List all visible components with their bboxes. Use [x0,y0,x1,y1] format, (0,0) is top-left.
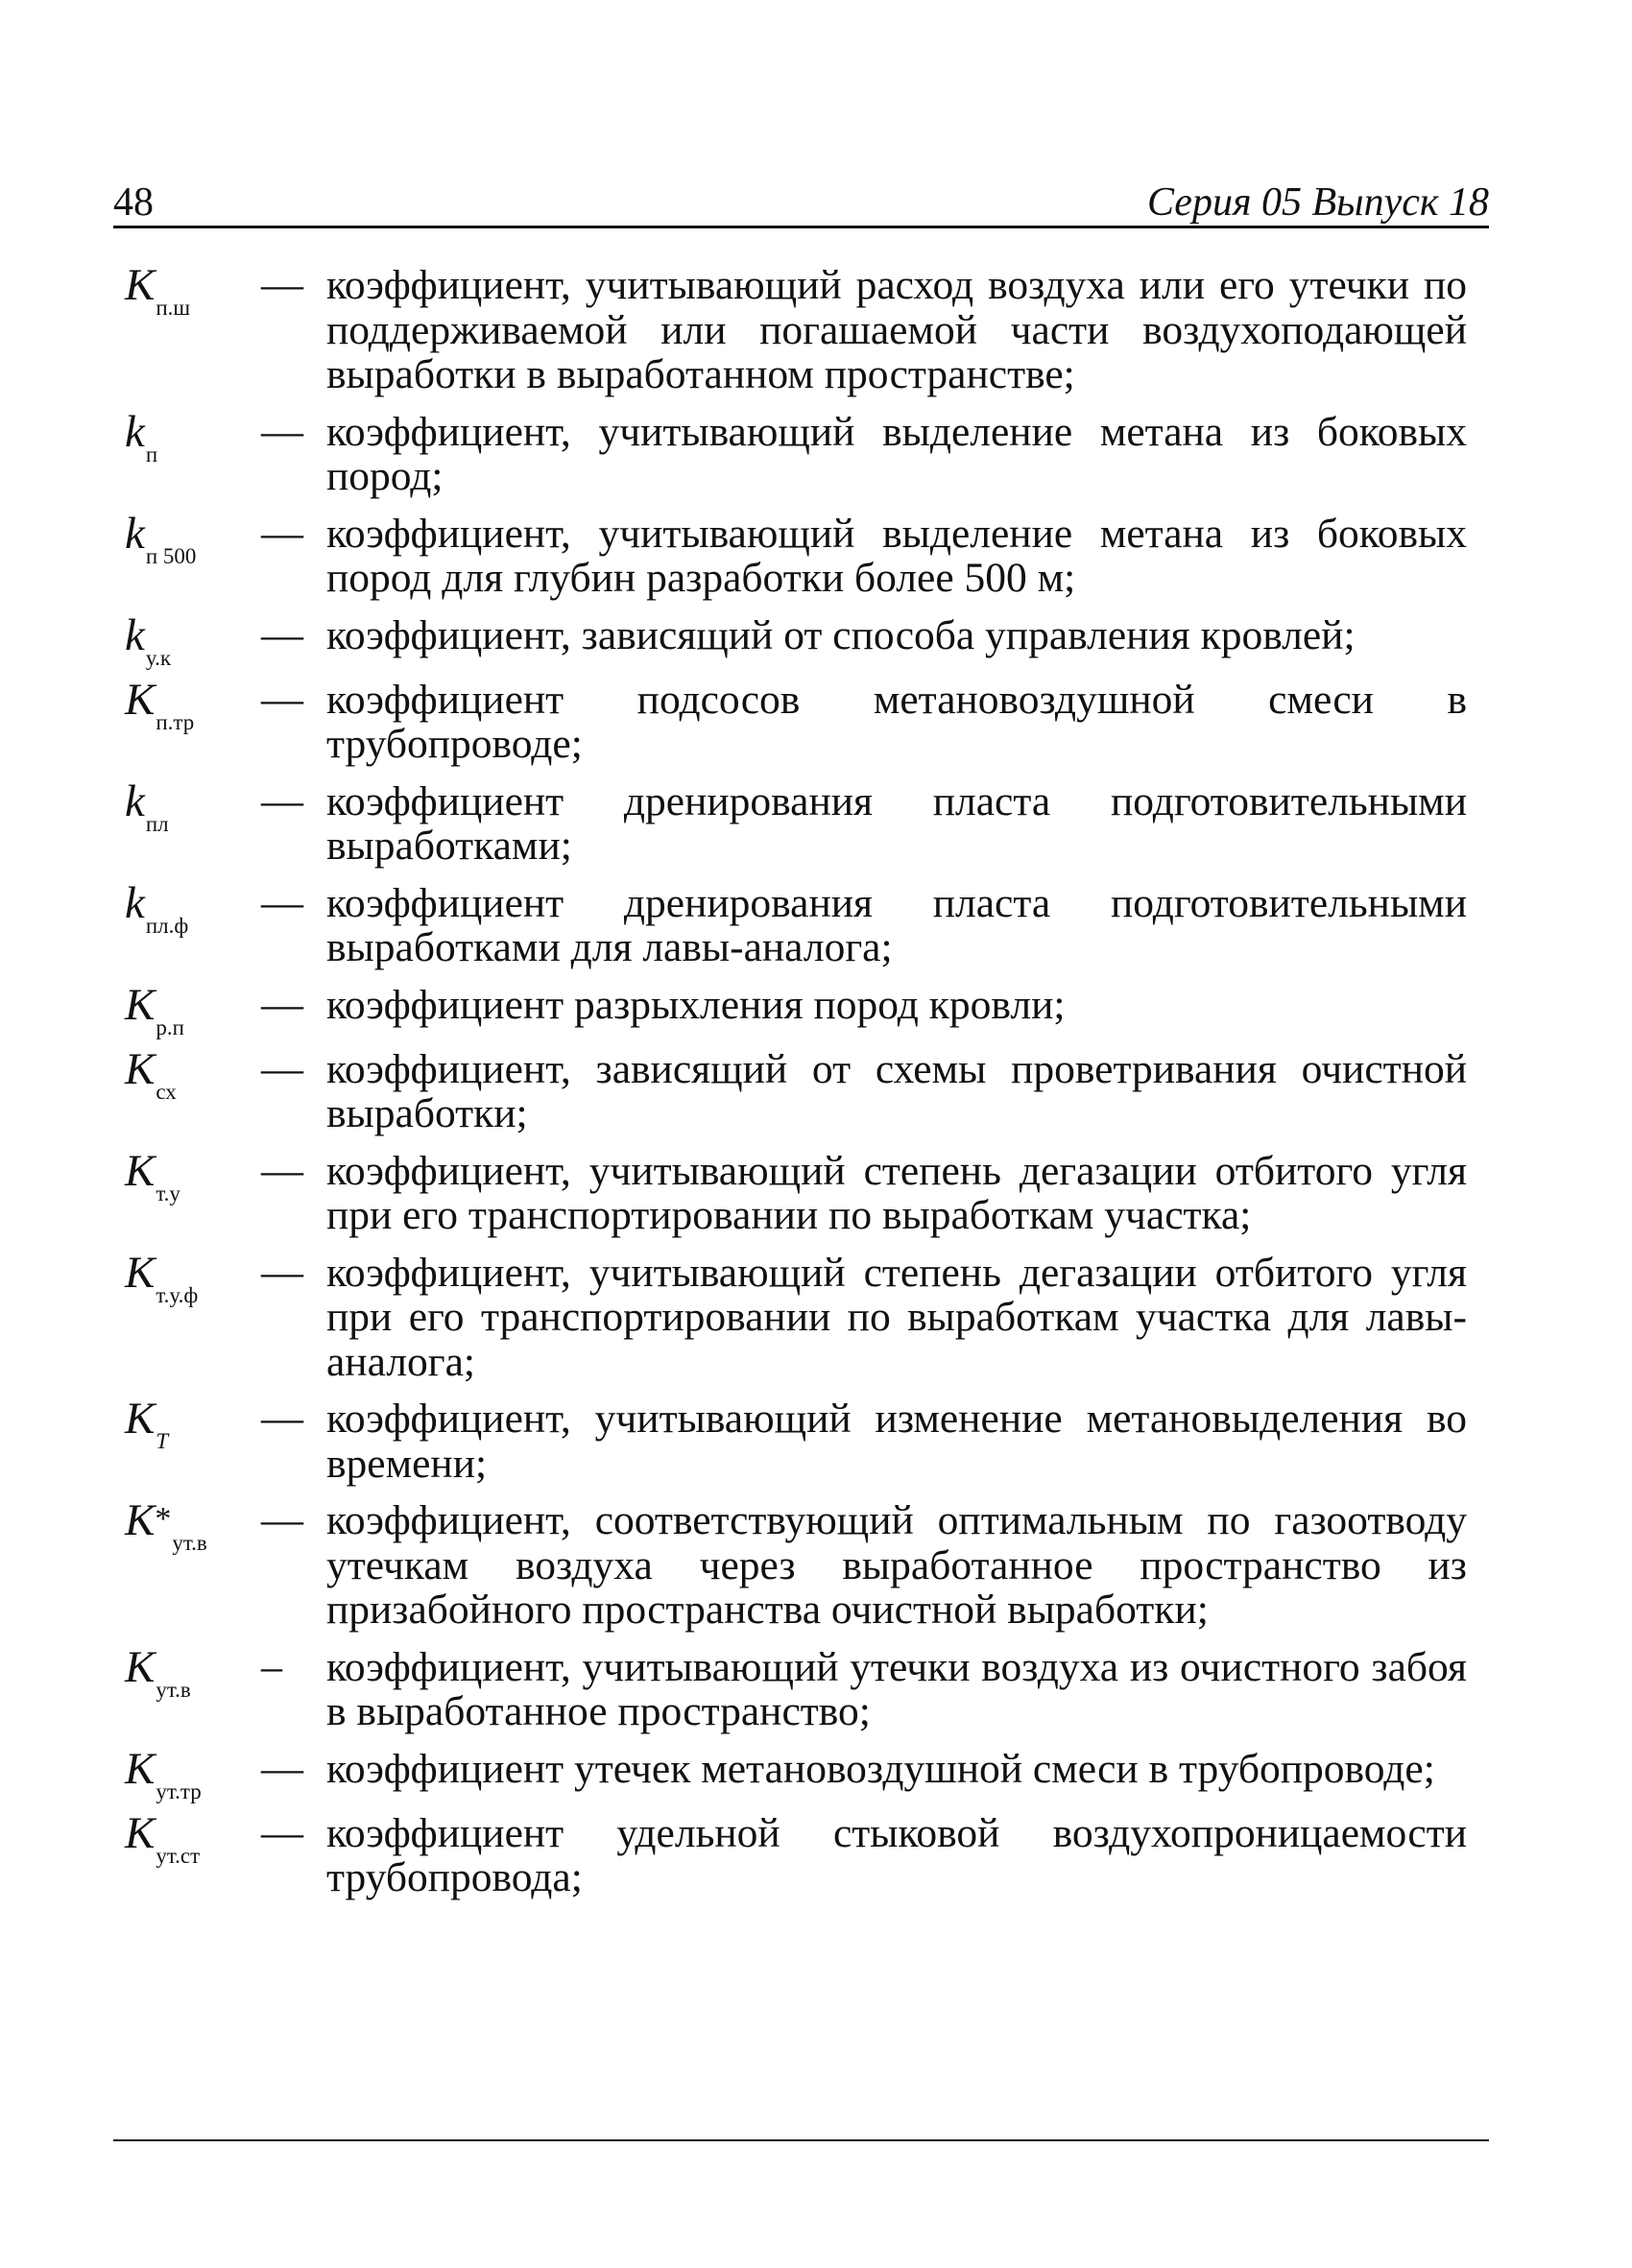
definition-dash: — [261,509,303,557]
symbol-letter: k [125,609,145,660]
definition-text: коэффициент разрыхления пород кровли; [326,981,1066,1028]
symbol [125,1247,261,1307]
definition-text: коэффициент, зависящий от схемы проветривания очистной выработки; [326,1045,1467,1136]
symbol [125,609,261,670]
symbol [125,1495,261,1555]
symbol-subscript: п.тр [156,709,195,734]
footer-rule [113,2139,1489,2141]
definition-row [125,674,1498,767]
symbol-subscript: ут.ст [156,1843,201,1868]
definition-text: коэффициент, соответствующий оптимальным по газоотводу утечкам воздуха через выработанное пространство из призабойного пространства очистной выработки; [326,1497,1467,1633]
definition-text: коэффициент, учитывающий степень дегазации отбитого угля при его транспортировании по выработкам участка для лавы-аналога; [326,1249,1467,1385]
definition-text: коэффициент, зависящий от способа управления кровлей; [326,611,1356,658]
definition-row [125,260,1498,397]
definition-dash: — [261,1395,303,1442]
symbol [125,877,261,938]
definition-row [125,877,1498,970]
symbol-letter: k [125,877,145,928]
symbol-letter: K [125,979,156,1030]
definition-dash: – [261,1642,282,1690]
definition-dash: — [261,776,303,824]
symbol-letter: K [125,674,156,725]
symbol-letter: k [125,776,145,826]
definition-dash: — [261,980,303,1028]
symbol [125,979,261,1039]
definition-row [125,1807,1498,1900]
definition-text: коэффициент удельной стыковой воздухопроницаемости трубопровода; [326,1809,1467,1900]
symbol-subscript: T [156,1429,169,1453]
definition-dash: — [261,610,303,658]
symbol [125,674,261,734]
definition-row [125,776,1498,869]
symbol-letter: K [125,260,156,310]
definition-row [125,979,1498,1039]
symbol-subscript: пл.ф [145,913,189,938]
page-number: 48 [113,180,154,225]
definition-row [125,1394,1498,1487]
definition-row [125,1641,1498,1734]
symbol-subscript: т.у [156,1181,180,1206]
symbol [125,1743,261,1803]
symbol [125,1043,261,1104]
definition-row [125,406,1498,499]
symbol [125,776,261,836]
symbol-letter: k [125,508,145,559]
symbol-letter: K [125,1807,156,1858]
definition-text: коэффициент дренирования пласта подготовительными выработками; [326,777,1467,869]
symbol-superscript: * [155,1501,172,1537]
symbol [125,1807,261,1868]
definition-dash: — [261,1146,303,1194]
symbol-subscript: ут.тр [156,1779,202,1803]
definition-dash: — [261,1808,303,1856]
series-title: Серия 05 Выпуск 18 [1147,180,1489,225]
symbol-letter: K [125,1394,156,1444]
symbol-letter: K [125,1495,156,1545]
definition-text: коэффициент утечек метановоздушной смеси в трубопроводе; [326,1745,1435,1792]
definition-row [125,508,1498,601]
definition-text: коэффициент дренирования пласта подготовительными выработками для лавы-аналога; [326,879,1467,970]
definition-text: коэффициент, учитывающий выделение метана из боковых пород для глубин разработки более 500 м; [326,510,1467,601]
symbol-letter: k [125,406,145,457]
symbol-subscript: ут.в [172,1531,207,1555]
symbol-subscript: у.к [145,645,171,670]
definition-row [125,1145,1498,1238]
definition-row [125,609,1498,670]
definition-text: коэффициент подсосов метановоздушной смеси в трубопроводе; [326,676,1467,767]
definition-dash: — [261,1744,303,1792]
symbol-subscript: п 500 [145,543,197,568]
definition-row [125,1043,1498,1136]
symbol [125,1145,261,1206]
definition-dash: — [261,878,303,926]
symbol [125,508,261,568]
symbol [125,260,261,320]
definition-row [125,1247,1498,1385]
definition-dash: — [261,675,303,723]
symbol-letter: K [125,1247,156,1298]
definition-row [125,1495,1498,1633]
symbol-subscript: т.у.ф [156,1282,199,1307]
symbol-letter: K [125,1043,156,1094]
definition-dash: — [261,1248,303,1296]
definition-dash: — [261,407,303,455]
symbol-subscript: ут.в [156,1677,191,1702]
symbol-letter: K [125,1743,156,1794]
symbol-subscript: сх [156,1079,177,1104]
symbol-subscript: п [145,442,158,466]
definition-text: коэффициент, учитывающий изменение метановыделения во времени; [326,1396,1467,1487]
symbol-subscript: пл [145,811,169,836]
definitions-list [125,260,1498,1900]
definition-dash: — [261,1044,303,1092]
page-header [113,176,1489,228]
definition-row [125,1743,1498,1803]
definition-text: коэффициент, учитывающий утечки воздуха из очистного забоя в выработанное пространство; [326,1643,1467,1734]
definition-text: коэффициент, учитывающий степень дегазации отбитого угля при его транспортировании по выработкам участка; [326,1147,1467,1238]
definition-text: коэффициент, учитывающий расход воздуха или его утечки по поддерживаемой или погашаемой части воздухоподающей выработки в выработанном пространстве; [326,262,1467,397]
symbol [125,1394,261,1453]
symbol-subscript: п.ш [156,296,191,320]
symbol-letter: K [125,1641,156,1692]
symbol-subscript: р.п [156,1015,184,1039]
symbol [125,1641,261,1702]
symbol [125,406,261,466]
definition-text: коэффициент, учитывающий выделение метана из боковых пород; [326,408,1467,499]
definition-dash: — [261,261,303,308]
definition-dash: — [261,1496,303,1543]
symbol-letter: K [125,1145,156,1196]
